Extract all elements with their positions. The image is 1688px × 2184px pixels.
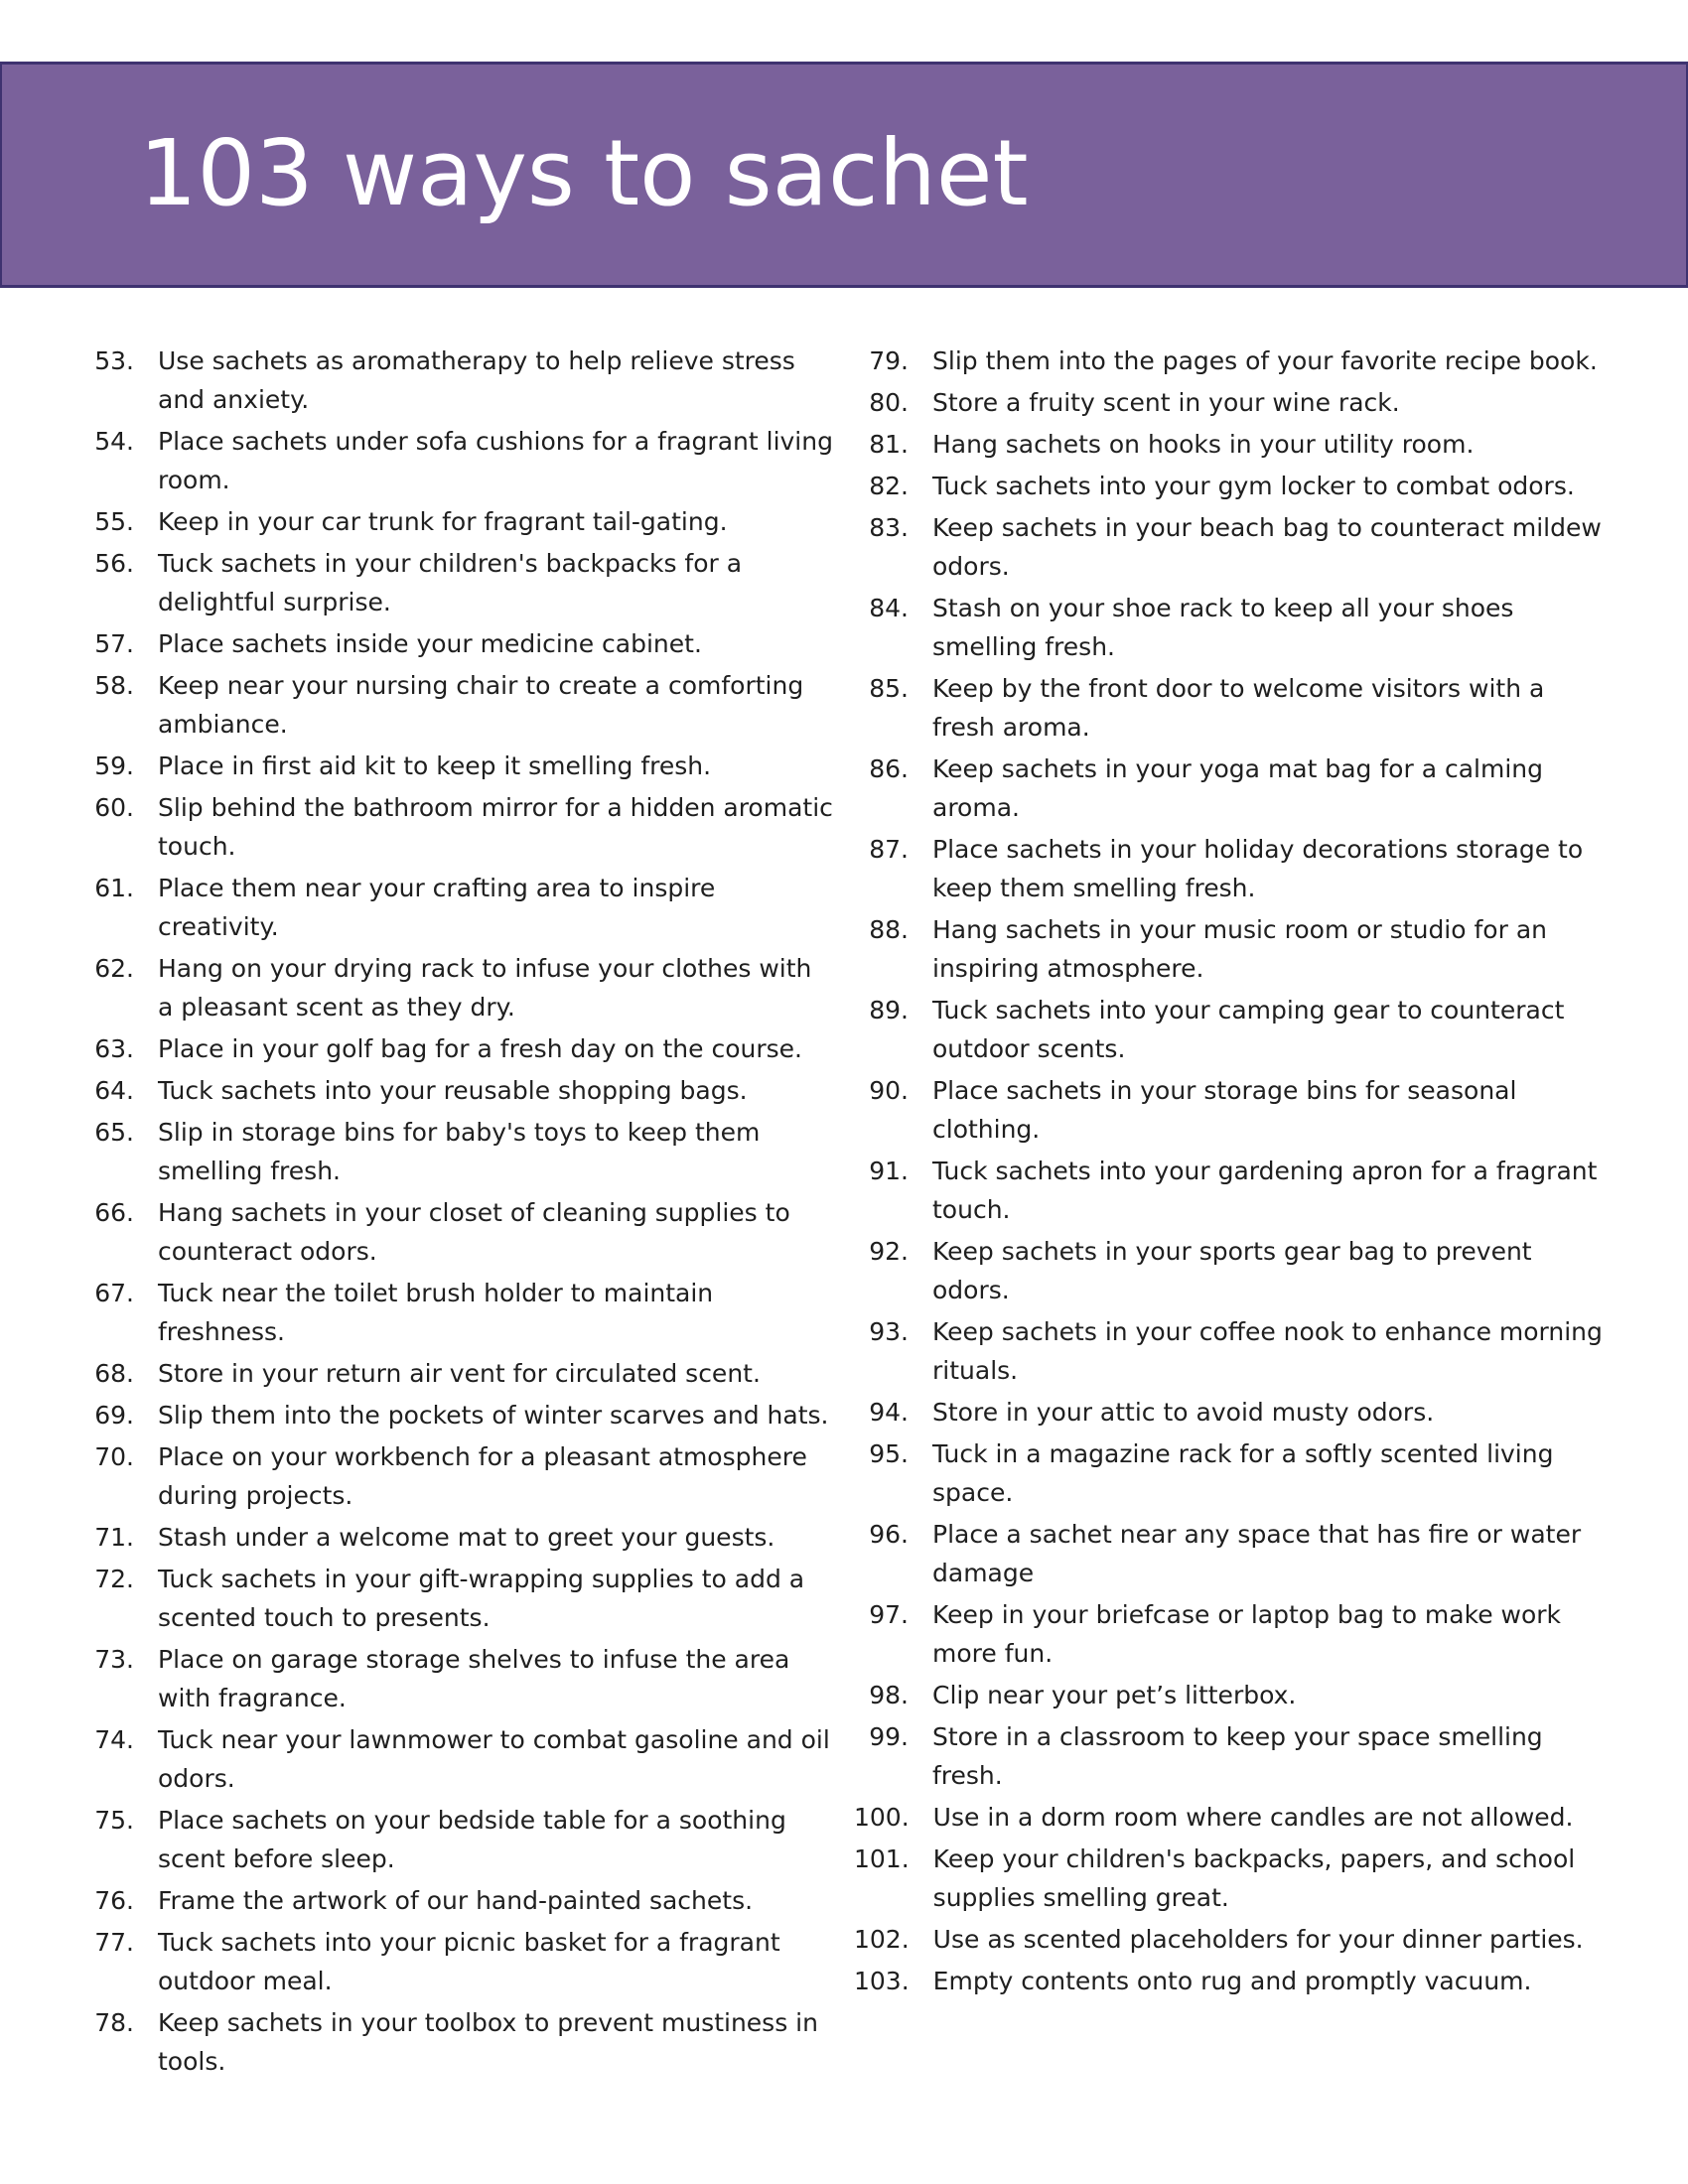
item-text: Place sachets inside your medicine cabinet. (158, 629, 702, 658)
item-number: 65. (94, 1118, 134, 1147)
item-text: Keep your children's backpacks, papers, and school supplies smelling great. (932, 1844, 1576, 1912)
list-item (79, 1640, 834, 1717)
list-item (79, 747, 834, 785)
item-number: 69. (94, 1401, 134, 1430)
item-text: Tuck sachets in your gift-wrapping supplies to add a scented touch to presents. (158, 1565, 805, 1632)
list-item (854, 383, 1609, 422)
item-number: 99. (869, 1722, 909, 1751)
item-text: Keep sachets in your sports gear bag to prevent odors. (932, 1237, 1532, 1304)
item-text: Place on your workbench for a pleasant atmosphere during projects. (158, 1442, 807, 1510)
item-number: 74. (94, 1725, 134, 1754)
item-number: 79. (869, 346, 909, 375)
list-item (79, 544, 834, 621)
list-item (854, 991, 1609, 1068)
item-number: 56. (94, 549, 134, 578)
list-item (79, 1029, 834, 1068)
list-item (854, 830, 1609, 907)
item-number: 76. (94, 1886, 134, 1915)
item-number: 98. (869, 1681, 909, 1709)
item-number: 67. (94, 1279, 134, 1307)
list-item (79, 341, 834, 419)
item-number: 100. (854, 1803, 910, 1832)
item-text: Tuck sachets into your reusable shopping bags. (158, 1076, 748, 1105)
item-text: Place in your golf bag for a fresh day on the course. (158, 1034, 802, 1063)
list-item (854, 669, 1609, 747)
list-item (79, 1881, 834, 1920)
list-item (79, 1274, 834, 1351)
item-number: 60. (94, 793, 134, 822)
item-number: 71. (94, 1523, 134, 1552)
item-text: Store in a classroom to keep your space smelling fresh. (932, 1722, 1543, 1790)
list-item (79, 1396, 834, 1434)
item-number: 77. (94, 1928, 134, 1957)
item-number: 73. (94, 1645, 134, 1674)
item-text: Slip in storage bins for baby's toys to keep them smelling fresh. (158, 1118, 761, 1185)
item-text: Place sachets in your storage bins for seasonal clothing. (932, 1076, 1517, 1144)
item-text: Place sachets on your bedside table for a soothing scent before sleep. (158, 1806, 786, 1873)
item-number: 90. (869, 1076, 909, 1105)
item-text: Use sachets as aromatherapy to help relieve stress and anxiety. (158, 346, 795, 414)
item-text: Tuck sachets into your gardening apron for a fragrant touch. (932, 1157, 1598, 1224)
item-text: Use as scented placeholders for your dinner parties. (932, 1925, 1584, 1954)
item-text: Store in your attic to avoid musty odors. (932, 1398, 1435, 1427)
list-item (79, 949, 834, 1026)
item-number: 61. (94, 874, 134, 902)
list-item (854, 1232, 1609, 1309)
item-text: Keep sachets in your toolbox to prevent mustiness in tools. (158, 2008, 818, 2076)
list-item (854, 467, 1609, 505)
item-number: 78. (94, 2008, 134, 2037)
item-number: 95. (869, 1439, 909, 1468)
item-text: Hang on your drying rack to infuse your clothes with a pleasant scent as they dry. (158, 954, 812, 1022)
list-right-column (854, 341, 1609, 2003)
item-text: Keep by the front door to welcome visitors with a fresh aroma. (932, 674, 1545, 742)
item-number: 75. (94, 1806, 134, 1835)
list-item (79, 869, 834, 946)
item-number: 54. (94, 427, 134, 456)
item-text: Tuck sachets in your children's backpacks for a delightful surprise. (158, 549, 743, 616)
item-text: Hang sachets on hooks in your utility room. (932, 430, 1475, 459)
list-item (79, 1354, 834, 1393)
item-text: Place sachets in your holiday decorations storage to keep them smelling fresh. (932, 835, 1584, 902)
item-number: 82. (869, 472, 909, 500)
item-text: Keep in your car trunk for fragrant tail-gating. (158, 507, 728, 536)
item-text: Stash on your shoe rack to keep all your shoes smelling fresh. (932, 594, 1514, 661)
list-item (854, 341, 1609, 380)
item-text: Keep sachets in your coffee nook to enhance morning rituals. (932, 1317, 1603, 1385)
item-number: 88. (869, 915, 909, 944)
list-item (854, 1798, 1609, 1837)
list-item (79, 1720, 834, 1798)
list-item (854, 1312, 1609, 1390)
item-text: Place sachets under sofa cushions for a fragrant living room. (158, 427, 833, 494)
item-number: 92. (869, 1237, 909, 1266)
list-item (854, 1717, 1609, 1795)
item-text: Tuck sachets into your gym locker to combat odors. (932, 472, 1575, 500)
list-item (854, 1152, 1609, 1229)
list-item (854, 750, 1609, 827)
list-item (854, 1962, 1609, 2000)
list-item (854, 1434, 1609, 1512)
list-item (854, 1676, 1609, 1714)
item-number: 85. (869, 674, 909, 703)
list-item (854, 1840, 1609, 1917)
list-item (79, 1113, 834, 1190)
list-item (79, 1801, 834, 1878)
item-text: Place on garage storage shelves to infuse the area with fragrance. (158, 1645, 790, 1712)
item-text: Keep sachets in your yoga mat bag for a calming aroma. (932, 754, 1543, 822)
item-number: 59. (94, 751, 134, 780)
list-left-column (79, 341, 834, 2084)
item-text: Place them near your crafting area to inspire creativity. (158, 874, 716, 941)
title-banner (0, 62, 1688, 288)
item-number: 83. (869, 513, 909, 542)
item-text: Stash under a welcome mat to greet your guests. (158, 1523, 775, 1552)
item-number: 62. (94, 954, 134, 983)
list-item (79, 1923, 834, 2000)
item-number: 84. (869, 594, 909, 622)
item-text: Tuck in a magazine rack for a softly scented living space. (932, 1439, 1554, 1507)
item-number: 103. (854, 1967, 910, 1995)
list-item (79, 2003, 834, 2081)
list-item (79, 1560, 834, 1637)
item-number: 93. (869, 1317, 909, 1346)
item-number: 57. (94, 629, 134, 658)
item-text: Hang sachets in your music room or studio for an inspiring atmosphere. (932, 915, 1547, 983)
list-item (79, 1193, 834, 1271)
item-text: Tuck sachets into your picnic basket for a fragrant outdoor meal. (158, 1928, 780, 1995)
item-text: Tuck near your lawnmower to combat gasoline and oil odors. (158, 1725, 830, 1793)
item-number: 70. (94, 1442, 134, 1471)
item-text: Place a sachet near any space that has fire or water damage (932, 1520, 1582, 1587)
list-item (854, 1920, 1609, 1959)
item-text: Tuck near the toilet brush holder to maintain freshness. (158, 1279, 714, 1346)
item-number: 64. (94, 1076, 134, 1105)
list-item (854, 1393, 1609, 1432)
list-item (79, 422, 834, 499)
list-item (79, 502, 834, 541)
item-number: 102. (854, 1925, 910, 1954)
item-text: Keep sachets in your beach bag to counteract mildew odors. (932, 513, 1602, 581)
item-text: Place in first aid kit to keep it smelling fresh. (158, 751, 712, 780)
item-number: 72. (94, 1565, 134, 1593)
list-item (854, 1071, 1609, 1149)
item-number: 91. (869, 1157, 909, 1185)
item-text: Frame the artwork of our hand-painted sachets. (158, 1886, 754, 1915)
list-item (854, 425, 1609, 464)
item-text: Slip them into the pages of your favorite recipe book. (932, 346, 1598, 375)
list-item (854, 589, 1609, 666)
item-number: 81. (869, 430, 909, 459)
item-number: 89. (869, 996, 909, 1024)
item-number: 53. (94, 346, 134, 375)
list-item (79, 666, 834, 744)
list-item (79, 1518, 834, 1557)
item-number: 63. (94, 1034, 134, 1063)
list-item (854, 1595, 1609, 1673)
list-item (79, 788, 834, 866)
item-number: 58. (94, 671, 134, 700)
item-text: Tuck sachets into your camping gear to counteract outdoor scents. (932, 996, 1565, 1063)
item-text: Empty contents onto rug and promptly vacuum. (932, 1967, 1532, 1995)
item-text: Store in your return air vent for circulated scent. (158, 1359, 761, 1388)
list-item (854, 508, 1609, 586)
item-number: 87. (869, 835, 909, 864)
item-number: 97. (869, 1600, 909, 1629)
item-text: Use in a dorm room where candles are not allowed. (932, 1803, 1574, 1832)
item-text: Keep in your briefcase or laptop bag to make work more fun. (932, 1600, 1562, 1668)
item-text: Hang sachets in your closet of cleaning supplies to counteract odors. (158, 1198, 790, 1266)
item-text: Slip behind the bathroom mirror for a hidden aromatic touch. (158, 793, 833, 861)
item-number: 101. (854, 1844, 910, 1873)
item-text: Clip near your pet’s litterbox. (932, 1681, 1297, 1709)
item-text: Slip them into the pockets of winter scarves and hats. (158, 1401, 829, 1430)
list-item (854, 1515, 1609, 1592)
list-item (79, 1071, 834, 1110)
item-number: 94. (869, 1398, 909, 1427)
item-number: 68. (94, 1359, 134, 1388)
page-title: 103 ways to sachet (139, 120, 1029, 226)
item-number: 66. (94, 1198, 134, 1227)
list-item (854, 910, 1609, 988)
list-item (79, 1437, 834, 1515)
item-number: 80. (869, 388, 909, 417)
item-text: Keep near your nursing chair to create a comforting ambiance. (158, 671, 804, 739)
list-item (79, 624, 834, 663)
item-text: Store a fruity scent in your wine rack. (932, 388, 1400, 417)
item-number: 96. (869, 1520, 909, 1549)
item-number: 55. (94, 507, 134, 536)
item-number: 86. (869, 754, 909, 783)
